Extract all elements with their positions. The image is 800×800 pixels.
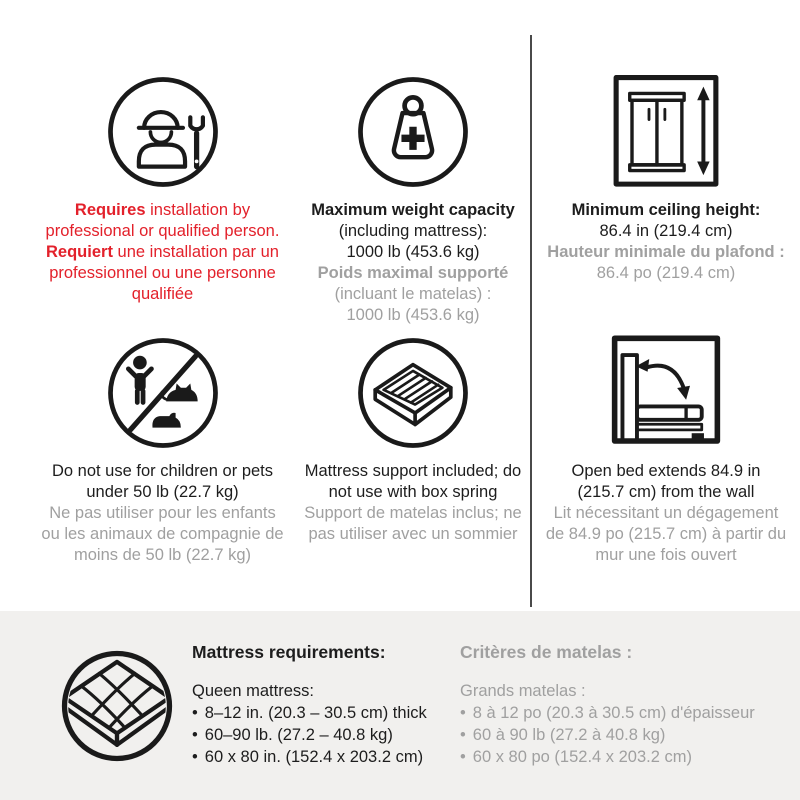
worker-hardhat-wrench-icon — [100, 69, 226, 195]
openbed-text — [537, 461, 795, 566]
weight-line-fr-2: 1000 lb (453.6 kg) — [346, 306, 480, 324]
weight-line-en-2: 1000 lb (453.6 kg) — [346, 243, 480, 261]
ceiling-text — [537, 200, 795, 284]
panel-ceiling-height — [537, 66, 795, 284]
mattress-bullet-en-3: • 60 x 80 in. (152.4 x 203.2 cm) — [192, 746, 452, 768]
mattress-slats-icon — [350, 330, 476, 456]
support-line-fr-1: Support de matelas inclus; ne — [304, 504, 522, 522]
mattress-heading-fr: Critères de matelas : — [460, 642, 633, 662]
ceiling-title-fr: Hauteur minimale du plafond : — [547, 243, 785, 261]
children-line-en-1: Do not use for children or pets — [51, 462, 274, 480]
mattress-bullet-en-1: • 8–12 in. (20.3 – 30.5 cm) thick — [192, 702, 452, 724]
ceiling-line-fr: 86.4 po (219.4 cm) — [596, 264, 736, 282]
support-line-fr-2: pas utiliser avec un sommier — [308, 525, 518, 543]
panel-weight-capacity — [293, 66, 533, 326]
weight-line-fr-1: (incluant le matelas) : — [334, 285, 492, 303]
weight-title-en: Maximum weight capacity — [311, 201, 515, 219]
installation-line-4: professionnel ou une personne — [49, 264, 276, 282]
mattress-subheading-fr: Grands matelas : — [460, 682, 586, 700]
mattress-slats-icon — [293, 327, 533, 459]
cabinet-height-arrow-icon — [537, 66, 795, 198]
openbed-line-en-1: Open bed extends 84.9 in — [571, 462, 761, 480]
ceiling-line-en: 86.4 in (219.4 cm) — [599, 222, 733, 240]
weight-plus-icon — [293, 66, 533, 198]
mattress-subheading-en: Queen mattress: — [192, 682, 314, 700]
mattress-bullet-fr-1: • 8 à 12 po (20.3 à 30.5 cm) d'épaisseur — [460, 702, 795, 724]
children-line-fr-3: moins de 50 lb (22.7 kg) — [73, 546, 251, 564]
no-children-pets-icon — [100, 330, 226, 456]
murphy-bed-open-icon — [537, 327, 795, 459]
murphy-bed-open-icon — [599, 326, 733, 460]
mattress-bullets-fr — [460, 702, 795, 768]
tufted-mattress-icon — [54, 643, 180, 769]
openbed-line-en-2: (215.7 cm) from the wall — [577, 483, 755, 501]
installation-line-2: professional or qualified person. — [45, 222, 280, 240]
tufted-mattress-icon — [54, 643, 180, 769]
ceiling-title-en: Minimum ceiling height: — [571, 201, 761, 219]
mattress-requirements-fr — [460, 641, 795, 768]
weight-plus-icon — [350, 69, 476, 195]
mattress-requirements-en — [192, 641, 452, 768]
openbed-line-fr-2: de 84.9 po (215.7 cm) à partir du — [545, 525, 787, 543]
children-text — [30, 461, 295, 566]
mattress-requirements-section — [0, 611, 800, 800]
panel-open-bed — [537, 327, 795, 566]
mattress-bullet-fr-3: • 60 x 80 po (152.4 x 203.2 cm) — [460, 746, 795, 768]
panel-installation — [30, 66, 295, 305]
openbed-line-fr-1: Lit nécessitant un dégagement — [553, 504, 779, 522]
weight-line-en-1: (including mattress): — [338, 222, 488, 240]
openbed-line-fr-3: mur une fois ouvert — [595, 546, 737, 564]
installation-line-1: Requires installation by — [74, 201, 251, 219]
cabinet-height-arrow-icon — [598, 64, 734, 200]
installation-line-3: Requiert une installation par un — [46, 243, 279, 261]
support-line-en-2: not use with box spring — [328, 483, 498, 501]
mattress-bullets-en — [192, 702, 452, 768]
weight-title-fr: Poids maximal supporté — [317, 264, 509, 282]
no-children-pets-icon — [30, 327, 295, 459]
weight-text — [293, 200, 533, 326]
children-line-en-2: under 50 lb (22.7 kg) — [86, 483, 239, 501]
installation-text — [30, 200, 295, 305]
mattress-heading-en: Mattress requirements: — [192, 642, 386, 662]
panel-no-children-pets — [30, 327, 295, 566]
panel-mattress-support — [293, 327, 533, 545]
mattress-bullet-fr-2: • 60 à 90 lb (27.2 à 40.8 kg) — [460, 724, 795, 746]
installation-line-5: qualifiée — [131, 285, 194, 303]
children-line-fr-1: Ne pas utiliser pour les enfants — [49, 504, 276, 522]
worker-hardhat-wrench-icon — [30, 66, 295, 198]
support-line-en-1: Mattress support included; do — [304, 462, 522, 480]
children-line-fr-2: ou les animaux de compagnie de — [41, 525, 284, 543]
support-text — [293, 461, 533, 545]
mattress-bullet-en-2: • 60–90 lb. (27.2 – 40.8 kg) — [192, 724, 452, 746]
